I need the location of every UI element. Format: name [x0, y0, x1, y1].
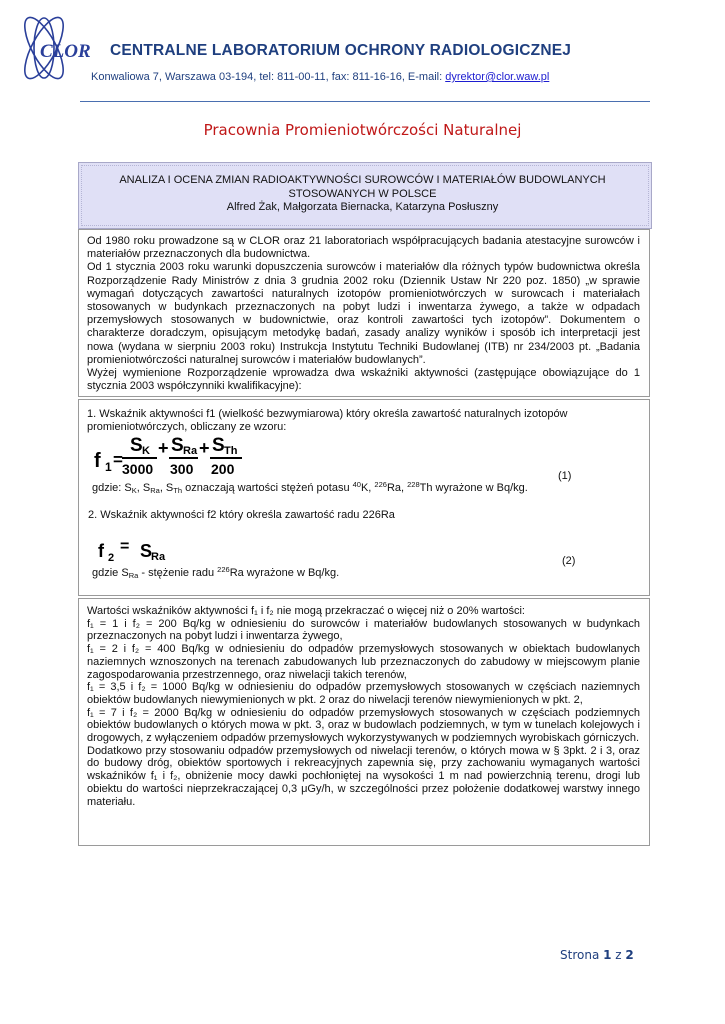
- f1-legend: gdzie: $S_K$, $S_{Ra}$, $S_{Th}$ oznaczają wartości stężeń potasu $^{40}$K, $^{226}$Ra, $^{228}$Th wyrażone w Bq/kg.: [92, 480, 528, 495]
- f1-term1-numerator: S: [130, 435, 143, 456]
- limits-paragraph: f₁ = 7 i f₂ = 2000 Bq/kg w odniesieniu do odpadów przemysłowych stosowanych w częściach podziemnych obiektów budowlanych o których mowa w pkt. 3, oraz w budowlach podziemnych, w tym w tunelach kolejowych i drogowych, z wyłączeniem odpadów przemysłowych wykorzystywanych w podziemnych wyrobiskach górniczych.: [87, 706, 640, 745]
- formula-f2: [96, 537, 176, 567]
- svg-text:=: =: [120, 538, 130, 555]
- page-number: Strona 1 z 2: [560, 948, 634, 962]
- f1-term3-denominator: 200: [211, 461, 235, 477]
- clor-logo: [16, 8, 91, 88]
- limits-text: [87, 605, 640, 808]
- limits-paragraph: Wartości wskaźników aktywności f₁ i f₂ nie mogą przekraczać o więcej niż o 20% wartości:: [87, 605, 525, 617]
- svg-text:=: =: [113, 450, 123, 469]
- f2-equation-number: (2): [562, 555, 576, 567]
- f1-equation-number: (1): [558, 470, 572, 482]
- intro-text: Od 1980 roku prowadzone są w CLOR oraz 21 laboratoriach współpracujących badania atestacyjne surowców i materiałów przeznaczonych dla budownictwa. Od 1 stycznia 2003 roku warunki dopuszczenia surowców i materiałów dla różnych typów budownictwa określa Rozporządzenie Rady Ministrów z dnia 3 grudnia 2002 roku (Dziennik Ustaw Nr 220 poz. 1850) „w sprawie wymagań dotyczących zawartości naturalnych izotopów promieniotwórczych w surowcach i materiałach stosowanych w budynkach przeznaczonych na pobyt ludzi i inwentarza żywego, a także w odpadach przemysłowych stosowanych w budownictwie, oraz kontroli zawartości tych izotopów”. Dokumentem o charakterze doradczym, opisującym metodykę badań, zasady analizy wyników i sposób ich interpretacji jest nowa (wydana w sierpniu 2003 roku) Instrukcja Instytutu Techniki Budowlanej (ITB) nr 234/2003 pt. „Badania promieniotwórczości naturalnej surowców i materiałów budowlanych”. Wyżej wymienione Rozporządzenie wprowadza dwa wskaźniki aktywności (zastępujące obowiązujące do 1 stycznia 2003 współczynniki kwalifikacyjne):: [87, 235, 640, 393]
- f1-term1-denominator: 3000: [122, 461, 154, 477]
- lab-title: Pracownia Promieniotwórczości Naturalnej: [203, 121, 522, 139]
- email-link[interactable]: dyrektor@clor.waw.pl: [445, 71, 550, 83]
- report-title: ANALIZA I OCENA ZMIAN RADIOAKTYWNOŚCI SUROWCÓW I MATERIAŁÓW BUDOWLANYCH STOSOWANYCH W POLSCE: [119, 174, 606, 200]
- f1-term3-numerator: S: [212, 435, 225, 456]
- f2-index: 2: [108, 552, 115, 564]
- f2-symbol: f: [98, 541, 104, 561]
- f1-symbol: f: [94, 450, 101, 472]
- f1-heading: 1. Wskaźnik aktywności f1 (wielkość bezwymiarowa) który określa zawartość naturalnych izotopów promieniotwórczych, obliczany ze wzoru:: [87, 408, 568, 434]
- f1-term2-sub: Ra: [183, 445, 198, 457]
- f2-rhs-sub: Ra: [151, 551, 166, 563]
- limits-paragraph: Dodatkowo przy stosowaniu odpadów przemysłowych od niwelacji terenów, o których mowa w § 3pkt. 2 i 3, oraz do budowy dróg, obiektów sportowych i rekreacyjnych zapewnia się, przy zachowaniu wymaganych wartości wskaźników f₁ i f₂, obniżenie mocy dawki pochłoniętej na wysokości 1 m nad powierzchnią terenu, drogi lub obiektu do wartości nieprzekraczającej 0,3 μGy/h, w szczególności przez położenie dodatkowej warstwy innego materiału.: [87, 744, 640, 808]
- logo-text: CLOR: [40, 41, 91, 62]
- f2-heading: 2. Wskaźnik aktywności f2 który określa zawartość radu 226Ra: [88, 509, 395, 521]
- org-name: CENTRALNE LABORATORIUM OCHRONY RADIOLOGICZNEJ: [110, 42, 572, 59]
- svg-text:+: +: [199, 438, 210, 458]
- f1-index: 1: [105, 460, 112, 474]
- limits-paragraph: f₁ = 3,5 i f₂ = 1000 Bq/kg w odniesieniu do odpadów przemysłowych stosowanych w częściach naziemnych obiektów budowlanych niewymienionych w pkt. 2 oraz do niwelacji terenów niewymienionych w pkt. 2,: [87, 681, 640, 706]
- limits-paragraph: f₁ = 1 i f₂ = 200 Bq/kg w odniesieniu do surowców i materiałów budowlanych stosowanych w budynkach przeznaczonych na pobyt ludzi i inwentarza żywego,: [87, 617, 640, 643]
- header-divider: [80, 101, 650, 102]
- org-address: [91, 71, 711, 83]
- f1-term1-sub: K: [142, 445, 150, 457]
- f2-legend: gdzie $S_{Ra}$ - stężenie radu $^{226}$Ra wyrażone w Bq/kg.: [92, 565, 340, 580]
- address-text: Konwaliowa 7, Warszawa 03-194, tel: 811-00-11, fax: 811-16-16, E-mail:: [91, 71, 446, 83]
- svg-text:+: +: [158, 438, 169, 458]
- limits-paragraph: f₁ = 2 i f₂ = 400 Bq/kg w odniesieniu do odpadów przemysłowych stosowanych w obiektach budowlanych naziemnych wznoszonych na terenach zabudowanych lub przeznaczonych do zabudowy w miejscowym planie zagospodarowania przestrzennego, oraz niwelacji takich terenów,: [87, 643, 640, 681]
- formula-f1: [92, 434, 252, 480]
- f1-term2-numerator: S: [171, 435, 184, 456]
- f2-rhs: S: [140, 541, 153, 561]
- f1-term2-denominator: 300: [170, 461, 194, 477]
- f1-term3-sub: Th: [224, 445, 238, 457]
- report-authors: Alfred Żak, Małgorzata Biernacka, Katarzyna Posłuszny: [226, 201, 499, 213]
